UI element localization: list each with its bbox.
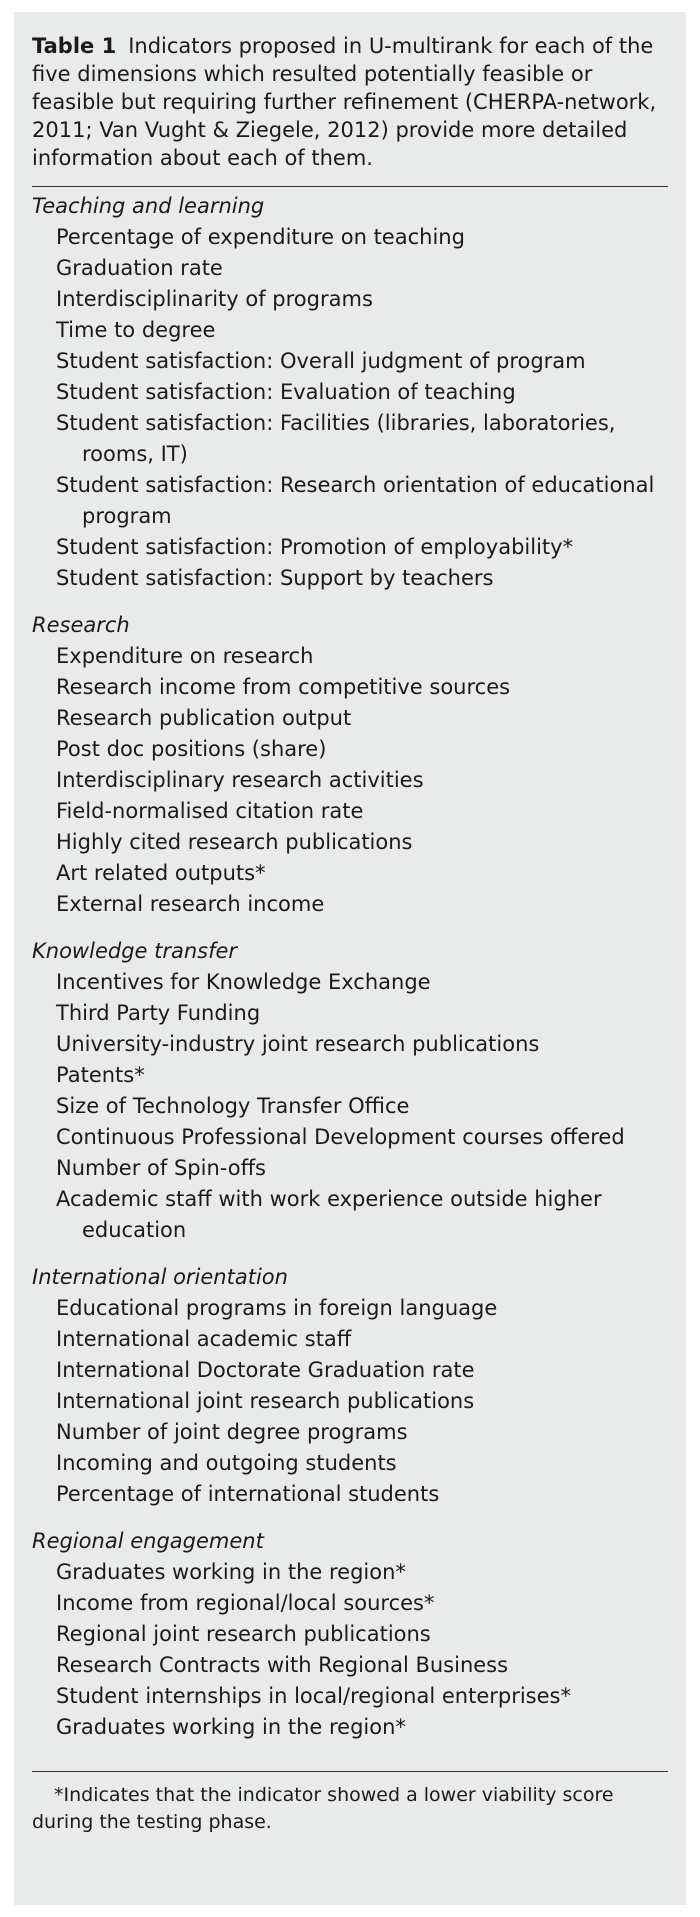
indicator-item: Student satisfaction: Facilities (libraries, laboratories, rooms, IT): [56, 411, 616, 466]
indicator-item: External research income: [56, 892, 325, 916]
indicator-item: Expenditure on research: [56, 644, 314, 668]
indicator-item: Research publication output: [56, 706, 352, 730]
table-caption-text: Indicators proposed in U-multirank for each of the five dimensions which resulted potentially feasible or feasible but requiring further refinement (CHERPA-network, 2011; Van Vught & Ziegele, 2012) provide more detailed information about each of them.: [32, 34, 657, 170]
section: [32, 936, 668, 1246]
section: [32, 1262, 668, 1510]
indicator-item: Post doc positions (share): [56, 737, 327, 761]
indicator-item: Student satisfaction: Research orientation of educational program: [56, 473, 655, 528]
indicator-item: Student satisfaction: Support by teachers: [56, 566, 494, 590]
indicator-item: Student satisfaction: Evaluation of teaching: [56, 380, 516, 404]
section-title: Regional engagement: [32, 1529, 264, 1553]
indicator-item: Research income from competitive sources: [56, 675, 511, 699]
section-title: Knowledge transfer: [32, 939, 238, 963]
indicator-item: Number of Spin-offs: [56, 1156, 266, 1180]
table-label: Table 1: [32, 34, 117, 58]
indicator-item: Student internships in local/regional enterprises*: [56, 1684, 571, 1708]
indicator-item: Patents*: [56, 1063, 145, 1087]
indicator-item: International joint research publications: [56, 1389, 475, 1413]
indicator-list: [32, 1557, 668, 1743]
indicator-list: [32, 967, 668, 1246]
section: [32, 1526, 668, 1743]
indicator-item: Third Party Funding: [56, 1001, 261, 1025]
indicator-item: Percentage of expenditure on teaching: [56, 225, 465, 249]
indicator-list: [32, 1293, 668, 1510]
section: [32, 191, 668, 594]
bottom-rule: [32, 1771, 668, 1772]
section-title: Research: [32, 613, 130, 637]
indicator-item: Highly cited research publications: [56, 830, 413, 854]
indicator-list: [32, 222, 668, 594]
indicator-list: [32, 641, 668, 920]
indicator-item: Educational programs in foreign language: [56, 1296, 498, 1320]
indicator-item: Interdisciplinarity of programs: [56, 287, 373, 311]
indicator-item: Number of joint degree programs: [56, 1420, 408, 1444]
section-title: International orientation: [32, 1265, 288, 1289]
indicator-item: Incentives for Knowledge Exchange: [56, 970, 431, 994]
indicator-item: Income from regional/local sources*: [56, 1591, 435, 1615]
indicator-item: International academic staff: [56, 1327, 352, 1351]
indicator-item: Interdisciplinary research activities: [56, 768, 424, 792]
indicator-item: Field-normalised citation rate: [56, 799, 364, 823]
indicator-item: Research Contracts with Regional Business: [56, 1653, 509, 1677]
indicator-item: Student satisfaction: Promotion of employability*: [56, 535, 574, 559]
table-panel: [14, 12, 686, 1905]
table-caption: [32, 32, 668, 172]
indicator-item: Regional joint research publications: [56, 1622, 431, 1646]
indicator-item: Student satisfaction: Overall judgment of program: [56, 349, 586, 373]
section: [32, 610, 668, 920]
table-footnote: *Indicates that the indicator showed a lower viability score during the testing phase.: [32, 1784, 614, 1833]
indicator-item: Percentage of international students: [56, 1482, 440, 1506]
indicator-item: Time to degree: [56, 318, 216, 342]
indicator-item: Graduation rate: [56, 256, 223, 280]
indicator-item: University-industry joint research publications: [56, 1032, 540, 1056]
indicator-item: Art related outputs*: [56, 861, 266, 885]
indicator-item: Size of Technology Transfer Office: [56, 1094, 410, 1118]
indicator-item: International Doctorate Graduation rate: [56, 1358, 475, 1382]
indicator-item: Continuous Professional Development courses offered: [56, 1125, 625, 1149]
indicator-item: Incoming and outgoing students: [56, 1451, 397, 1475]
section-title: Teaching and learning: [32, 194, 265, 218]
table-body: [32, 187, 668, 1743]
indicator-item: Graduates working in the region*: [56, 1715, 406, 1739]
indicator-item: Academic staff with work experience outside higher education: [56, 1187, 602, 1242]
indicator-item: Graduates working in the region*: [56, 1560, 406, 1584]
